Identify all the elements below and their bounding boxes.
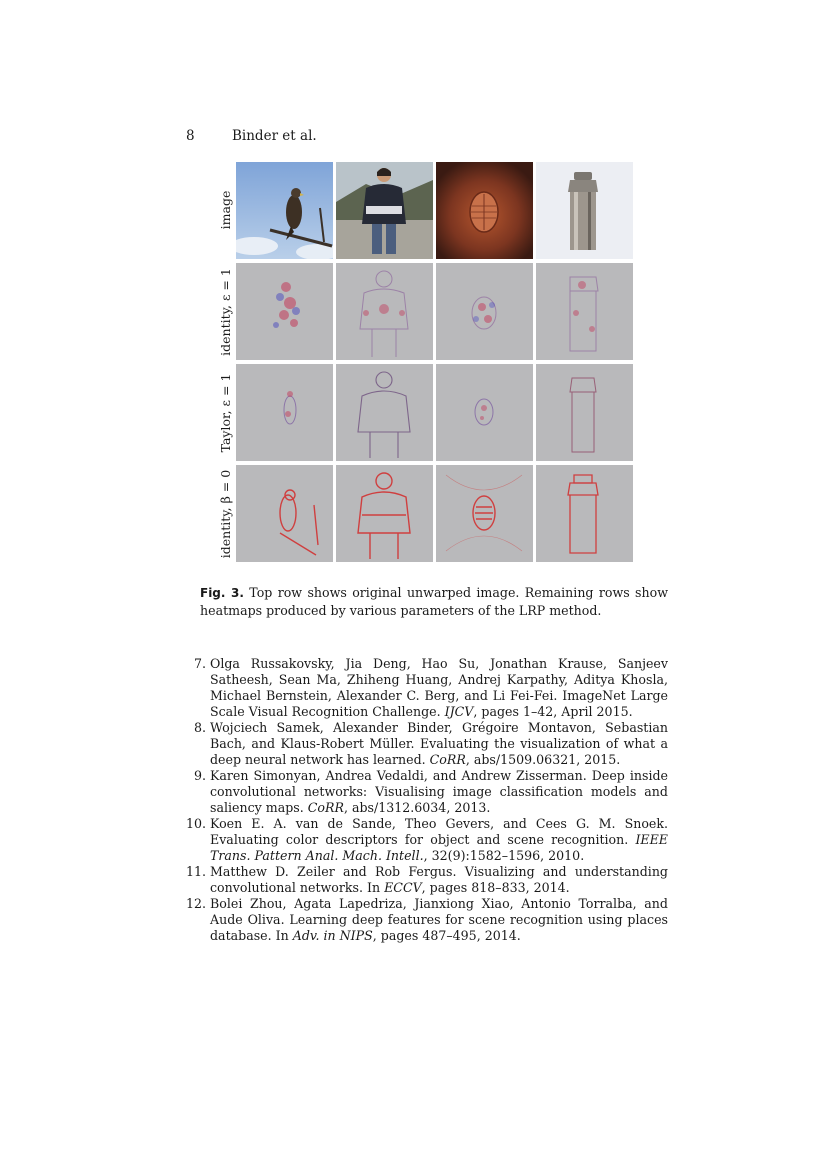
row-label-identity-eps: identity, ε = 1 <box>218 268 233 356</box>
heatmap-bird-taylor-eps <box>236 364 333 461</box>
reference-text: Koen E. A. van de Sande, Theo Gevers, and Cees G. M. Snoek. Evaluating color descriptors for object and scene recognition. IEEE Trans. Pattern Anal. Mach. Intell., 32(9):1582–1596, 2010. <box>210 816 668 863</box>
reference-item <box>186 816 668 864</box>
reference-number: 9. <box>193 768 206 783</box>
reference-number: 12. <box>186 896 207 911</box>
reference-number: 11. <box>186 864 207 879</box>
reference-text: Bolei Zhou, Agata Lapedriza, Jianxiong Xiao, Antonio Torralba, and Aude Oliva. Learning deep features for scene recognition using places database. In Adv. in NIPS, pages 487–495, 2014. <box>210 896 668 943</box>
page-number: 8 <box>186 128 195 144</box>
heatmap-trilobite-identity-eps <box>436 263 533 360</box>
row-label-taylor-eps: Taylor, ε = 1 <box>218 373 233 453</box>
reference-number: 8. <box>193 720 206 735</box>
reference-item <box>186 656 668 720</box>
figure-caption <box>200 584 668 619</box>
heatmap-trilobite-identity-beta <box>436 465 533 562</box>
reference-number: 10. <box>186 816 207 831</box>
row-label-identity-beta: identity, β = 0 <box>218 469 233 559</box>
reference-text: Olga Russakovsky, Jia Deng, Hao Su, Jonathan Krause, Sanjeev Satheesh, Sean Ma, Zhiheng Huang, Andrej Karpathy, Aditya Khosla, Michael Bernstein, Alexander C. Berg, and Li Fei-Fei. ImageNet Large Scale Visual Recognition Challenge. IJCV, pages 1–42, April 2015. <box>210 656 668 719</box>
reference-text: Matthew D. Zeiler and Rob Fergus. Visualizing and understanding convolutional networks. In ECCV, pages 818–833, 2014. <box>210 864 668 895</box>
heatmap-person-identity-eps <box>336 263 433 360</box>
row-label-image: image <box>218 190 233 230</box>
reference-item <box>186 896 668 944</box>
heatmap-shaker-taylor-eps <box>536 364 633 461</box>
reference-number: 7. <box>193 656 206 671</box>
reference-text: Wojciech Samek, Alexander Binder, Grégoire Montavon, Sebastian Bach, and Klaus-Robert Müller. Evaluating the visualization of what a deep neural network has learned. CoRR, abs/1509.06321, 2015. <box>210 720 668 767</box>
heatmap-person-taylor-eps <box>336 364 433 461</box>
reference-list <box>186 656 668 944</box>
heatmap-bird-identity-beta <box>236 465 333 562</box>
caption-label: Fig. 3. <box>200 586 244 600</box>
image-shaker <box>536 162 633 259</box>
running-head: Binder et al. <box>232 128 317 144</box>
image-bird <box>236 162 333 259</box>
heatmap-bird-identity-eps <box>236 263 333 360</box>
heatmap-shaker-identity-eps <box>536 263 633 360</box>
caption-text: Top row shows original unwarped image. Remaining rows show heatmaps produced by various parameters of the LRP method. <box>200 585 668 618</box>
reference-text: Karen Simonyan, Andrea Vedaldi, and Andrew Zisserman. Deep inside convolutional networks: Visualising image classification models and saliency maps. CoRR, abs/1312.6034, 2013. <box>210 768 668 815</box>
heatmap-shaker-identity-beta <box>536 465 633 562</box>
heatmap-person-identity-beta <box>336 465 433 562</box>
image-person <box>336 162 433 259</box>
heatmap-trilobite-taylor-eps <box>436 364 533 461</box>
reference-item <box>186 864 668 896</box>
running-header <box>186 128 317 144</box>
reference-item <box>186 720 668 768</box>
image-trilobite <box>436 162 533 259</box>
reference-item <box>186 768 668 816</box>
